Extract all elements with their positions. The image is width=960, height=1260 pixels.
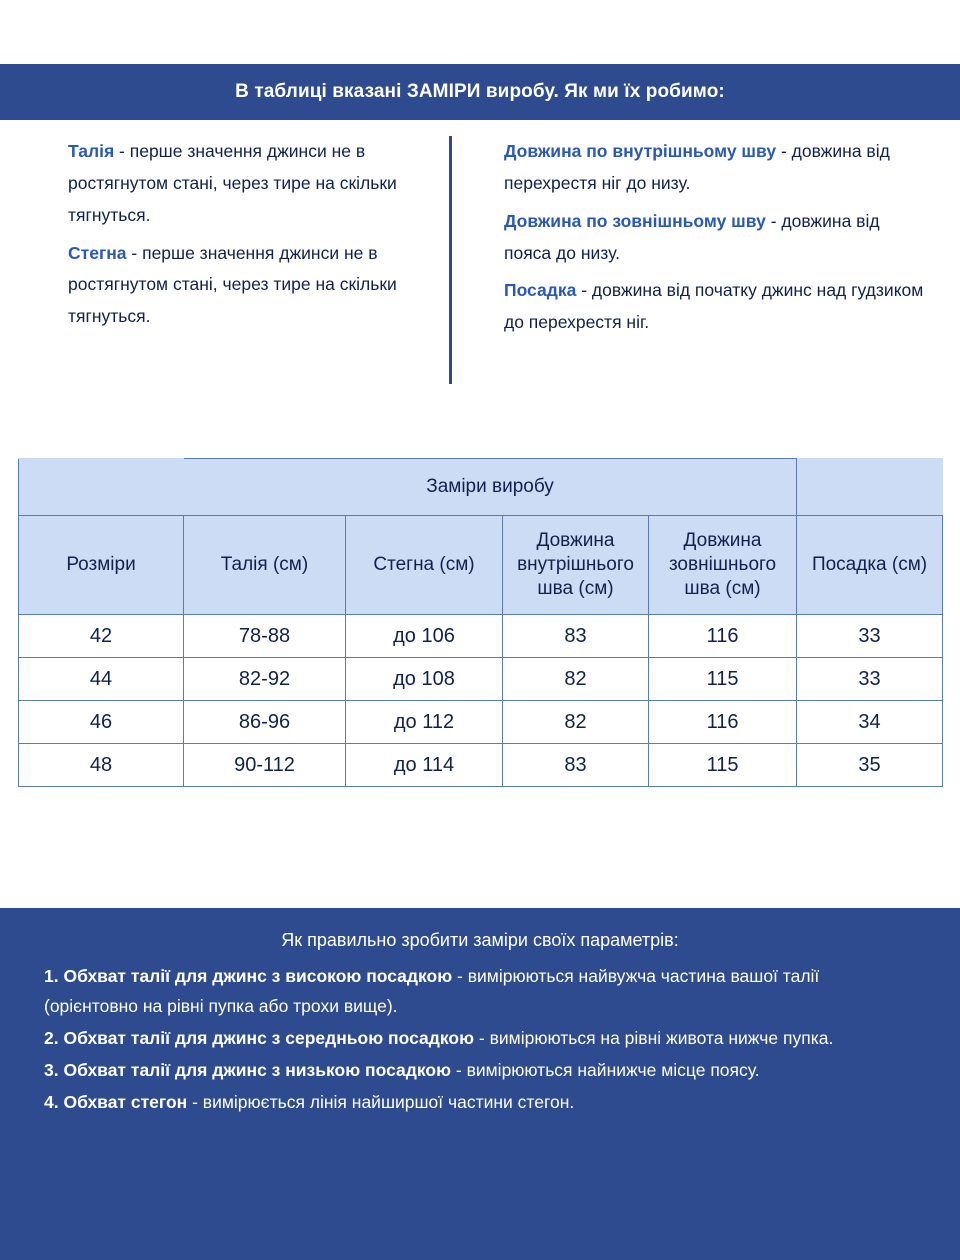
cell-hips: до 114 bbox=[346, 744, 503, 787]
column-header-size: Розміри bbox=[19, 516, 184, 615]
term-description: - довжина від пояса до низу. bbox=[504, 210, 880, 263]
term-description: - довжина від початку джинс над гудзиком до перехрестя ніг. bbox=[504, 280, 924, 333]
term-label: Довжина по внутрішньому шву bbox=[504, 141, 777, 161]
table-row bbox=[19, 701, 943, 744]
cell-rise: 34 bbox=[797, 701, 943, 744]
cell-size: 42 bbox=[19, 615, 184, 658]
cell-outseam: 116 bbox=[649, 615, 797, 658]
explanation-item bbox=[504, 275, 930, 339]
cell-waist: 86-96 bbox=[184, 701, 346, 744]
instruction-text: - вимірюються на рівні живота нижче пупка. bbox=[474, 1028, 834, 1049]
table-header-spacer bbox=[797, 459, 943, 516]
term-description: - перше значення джинси не в ростягнутом стані, через тире на скільки тягнуться. bbox=[68, 141, 397, 225]
explanations-section bbox=[0, 136, 960, 384]
cell-size: 46 bbox=[19, 701, 184, 744]
column-header-rise: Посадка (см) bbox=[797, 516, 943, 615]
explanations-left-column bbox=[0, 136, 452, 384]
term-description: - довжина від перехрестя ніг до низу. bbox=[504, 141, 890, 193]
cell-size: 48 bbox=[19, 744, 184, 787]
cell-waist: 82-92 bbox=[184, 658, 346, 701]
table-row bbox=[19, 744, 943, 787]
instruction-heading: 3. Обхват талії для джинс з низькою посадкою bbox=[44, 1060, 452, 1081]
instruction-heading: 4. Обхват стегон bbox=[44, 1092, 188, 1113]
column-header-hips: Стегна (см) bbox=[346, 516, 503, 615]
instruction-text: - вимірюється лінія найширшої частини стегон. bbox=[187, 1092, 575, 1113]
instruction-item bbox=[44, 1087, 916, 1117]
cell-inseam: 82 bbox=[503, 658, 649, 701]
term-label: Довжина по зовнішньому шву bbox=[504, 210, 766, 231]
instruction-text: - вимірюються найнижче місце поясу. bbox=[451, 1060, 760, 1081]
cell-inseam: 82 bbox=[503, 701, 649, 744]
table-header-row bbox=[19, 516, 943, 615]
table-group-header-row bbox=[19, 459, 943, 516]
top-banner bbox=[0, 64, 960, 120]
cell-outseam: 115 bbox=[649, 658, 797, 701]
cell-hips: до 106 bbox=[346, 615, 503, 658]
explanation-item bbox=[68, 238, 423, 334]
instruction-text: - вимірюються найвужча частина вашої талії (орієнтовно на рівні пупка або трохи вище). bbox=[44, 966, 820, 1017]
term-label: Посадка bbox=[504, 280, 577, 301]
term-label: Стегна bbox=[68, 242, 127, 263]
explanation-item bbox=[504, 136, 930, 200]
column-header-inseam: Довжина внутрішнього шва (см) bbox=[503, 516, 649, 615]
cell-rise: 33 bbox=[797, 658, 943, 701]
bottom-banner-title: Як правильно зробити заміри своїх параметрів: bbox=[281, 930, 679, 950]
term-label: Талія bbox=[68, 141, 115, 161]
table-header-spacer bbox=[19, 459, 184, 516]
explanation-item bbox=[68, 136, 423, 232]
cell-rise: 35 bbox=[797, 744, 943, 787]
instruction-item bbox=[44, 961, 916, 1021]
instruction-heading: 1. Обхват талії для джинс з високою посадкою bbox=[44, 966, 453, 986]
instruction-heading: 2. Обхват талії для джинс з середньою посадкою bbox=[44, 1028, 475, 1049]
cell-hips: до 108 bbox=[346, 658, 503, 701]
cell-inseam: 83 bbox=[503, 615, 649, 658]
cell-hips: до 112 bbox=[346, 701, 503, 744]
bottom-banner bbox=[0, 908, 960, 1260]
instruction-item bbox=[44, 1055, 916, 1085]
cell-waist: 90-112 bbox=[184, 744, 346, 787]
cell-waist: 78-88 bbox=[184, 615, 346, 658]
explanation-item bbox=[504, 206, 930, 270]
measurements-table-wrapper bbox=[18, 458, 942, 787]
cell-outseam: 115 bbox=[649, 744, 797, 787]
instruction-item bbox=[44, 1023, 916, 1053]
cell-outseam: 116 bbox=[649, 701, 797, 744]
cell-rise: 33 bbox=[797, 615, 943, 658]
table-row bbox=[19, 658, 943, 701]
column-header-outseam: Довжина зовнішнього шва (см) bbox=[649, 516, 797, 615]
table-group-header: Заміри виробу bbox=[184, 459, 797, 516]
table-row bbox=[19, 615, 943, 658]
explanations-right-column bbox=[452, 136, 960, 341]
top-banner-title: В таблиці вказані ЗАМІРИ виробу. Як ми їх робимо: bbox=[235, 81, 725, 102]
cell-inseam: 83 bbox=[503, 744, 649, 787]
column-header-waist: Талія (см) bbox=[184, 516, 346, 615]
cell-size: 44 bbox=[19, 658, 184, 701]
term-description: - перше значення джинси не в ростягнутом стані, через тире на скільки тягнуться. bbox=[68, 242, 397, 327]
measurements-table bbox=[18, 458, 943, 787]
